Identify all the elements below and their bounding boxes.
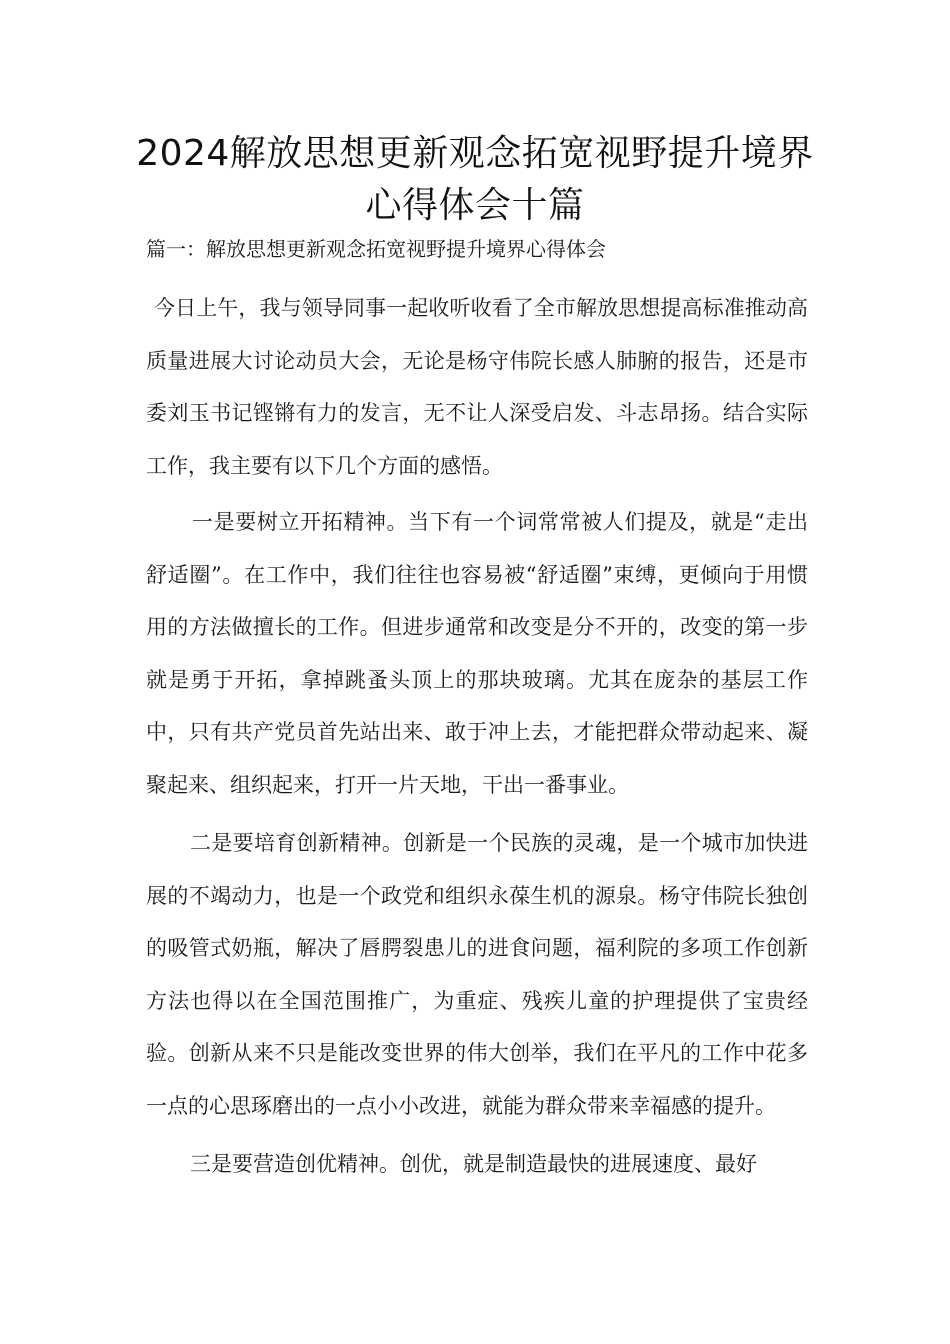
document-body xyxy=(146,282,808,1193)
paragraph-point-three: 三是要营造创优精神。创优，就是制造最快的进展速度、最好 xyxy=(190,1152,757,1176)
section-heading: 篇一：解放思想更新观念拓宽视野提升境界心得体会 xyxy=(146,237,606,261)
paragraph-point-one: 一是要树立开拓精神。当下有一个词常常被人们提及，就是“走出舒适圈”。在工作中，我们往往也容易被“舒适圈”束缚，更倾向于用惯用的方法做擅长的工作。但进步通常和改变是分不开的，改变的第一步就是勇于开拓，拿掉跳蚤头顶上的那块玻璃。尤其在庞杂的基层工作中，只有共产党员首先站出来、敢于冲上去，才能把群众带动起来、凝聚起来、组织起来，打开一片天地，干出一番事业。 xyxy=(146,510,808,797)
paragraph-point-two: 二是要培育创新精神。创新是一个民族的灵魂，是一个城市加快进展的不竭动力，也是一个政党和组织永葆生机的源泉。杨守伟院长独创的吸管式奶瓶，解决了唇腭裂患儿的进食问题，福利院的多项工作创新方法也得以在全国范围推广，为重症、残疾儿童的护理提供了宝贵经验。创新从来不只是能改变世界的伟大创举，我们在平凡的工作中花多一点的心思琢磨出的一点小小改进，就能为群众带来幸福感的提升。 xyxy=(146,831,808,1118)
paragraph-intro: 今日上午，我与领导同事一起收听收看了全市解放思想提高标准推动高质量进展大讨论动员大会，无论是杨守伟院长感人肺腑的报告，还是市委刘玉书记铿锵有力的发言，无不让人深受启发、斗志昂扬。结合实际工作，我主要有以下几个方面的感悟。 xyxy=(146,296,808,478)
document-title: 2024解放思想更新观念拓宽视野提升境界心得体会十篇 xyxy=(136,133,814,226)
